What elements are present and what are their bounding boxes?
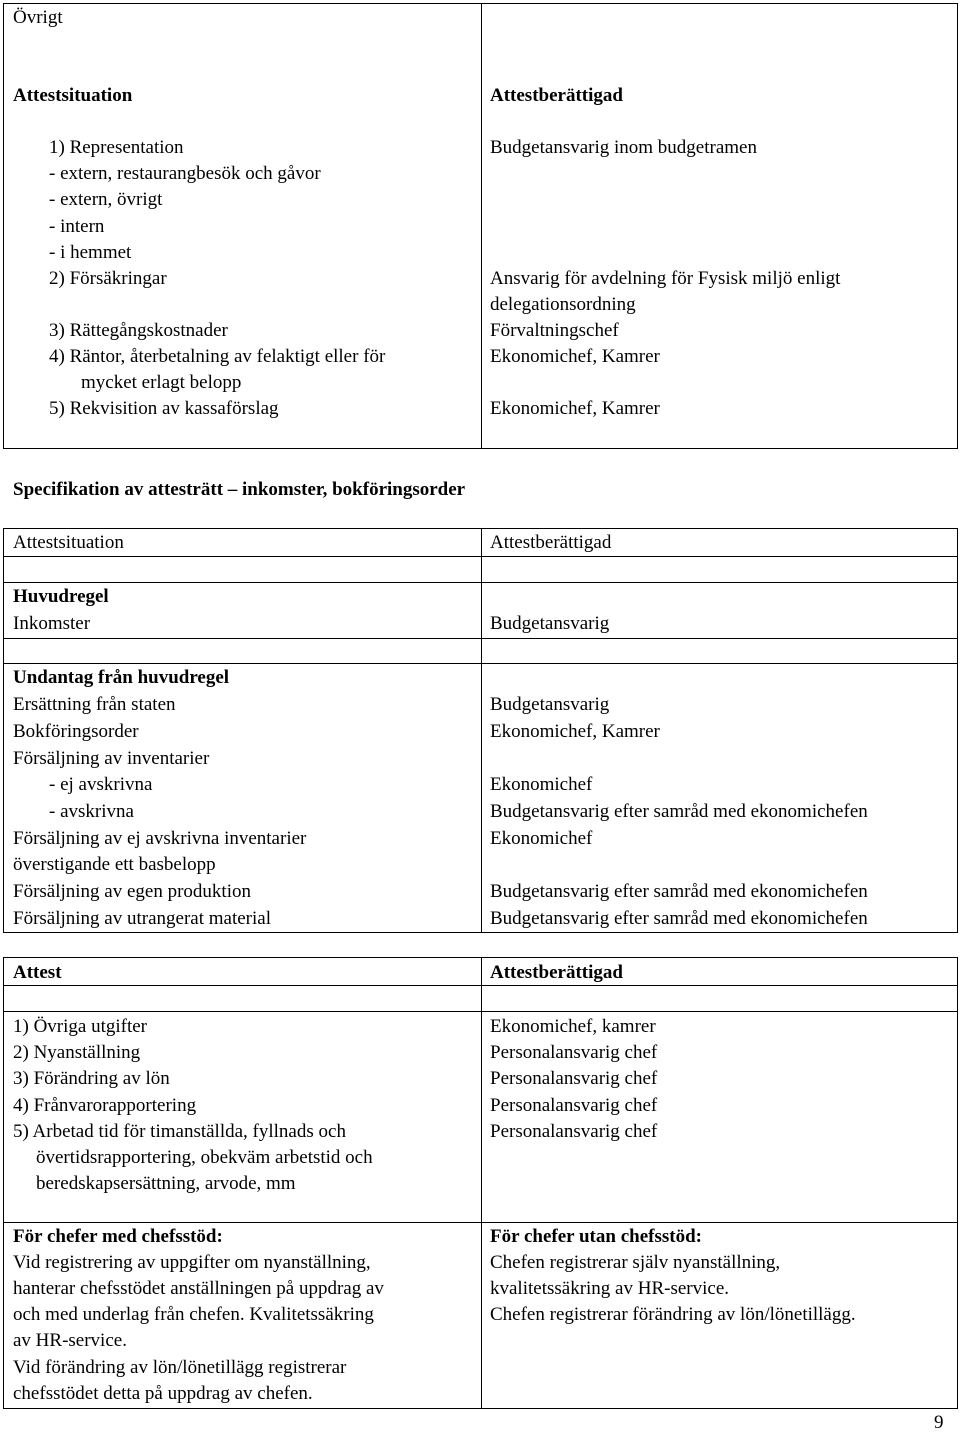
s1-left-5: - i hemmet: [49, 242, 132, 263]
without-support-1: Chefen registrerar själv nyanställning,: [490, 1252, 781, 1273]
section3-left-header: Attest: [13, 962, 62, 983]
s1-left-4: - intern: [49, 216, 105, 237]
s2-left-8: Försäljning av egen produktion: [13, 881, 251, 902]
s2-right-3: Ekonomichef: [490, 774, 593, 795]
s3-left-3: 3) Förändring av lön: [13, 1068, 170, 1089]
section1-left-header: Attestsituation: [13, 85, 133, 106]
s2-left-7: överstigande ett basbelopp: [13, 854, 216, 875]
s1-left-7: 3) Rättegångskostnader: [49, 320, 228, 341]
s3-left-7: beredskapsersättning, arvode, mm: [36, 1173, 296, 1194]
main-rule-heading: Huvudregel: [13, 586, 109, 607]
section1-divider: [481, 3, 482, 449]
s2-right-5: Ekonomichef: [490, 828, 593, 849]
s1-right-2: Ansvarig för avdelning för Fysisk miljö enligt: [490, 268, 841, 289]
page-number: 9: [934, 1412, 944, 1433]
s2-left-6: Försäljning av ej avskrivna inventarier: [13, 828, 307, 849]
exception-heading: Undantag från huvudregel: [13, 667, 230, 688]
s1-right-6: Ekonomichef, Kamrer: [490, 398, 660, 419]
s2-right-7: Budgetansvarig efter samråd med ekonomichefen: [490, 908, 868, 929]
section2-divider: [481, 528, 482, 933]
s3-left-6: övertidsrapportering, obekväm arbetstid och: [36, 1147, 373, 1168]
s1-right-5: Ekonomichef, Kamrer: [490, 346, 660, 367]
section2-right-header: Attestberättigad: [490, 532, 612, 553]
s2-left-1: Ersättning från staten: [13, 694, 176, 715]
s1-left-9: mycket erlagt belopp: [81, 372, 242, 393]
main-rule-left: Inkomster: [13, 613, 91, 634]
s3-row-line-2: [3, 1011, 958, 1012]
with-support-3: och med underlag från chefen. Kvalitetssäkring: [13, 1304, 374, 1325]
s1-left-1: 1) Representation: [49, 137, 184, 158]
s2-right-6: Budgetansvarig efter samråd med ekonomichefen: [490, 881, 868, 902]
section2-title: Specifikation av attesträtt – inkomster, bokföringsorder: [13, 479, 466, 500]
with-support-4: av HR-service.: [13, 1330, 127, 1351]
s2-right-1: Budgetansvarig: [490, 694, 610, 715]
section2-left-header: Attestsituation: [13, 532, 124, 553]
s2-row-line-3: [3, 638, 958, 639]
section3-right-header: Attestberättigad: [490, 962, 623, 983]
s3-row-line-1: [3, 985, 958, 986]
s1-left-10: 5) Rekvisition av kassaförslag: [49, 398, 279, 419]
s2-left-9: Försäljning av utrangerat material: [13, 908, 271, 929]
s3-left-5: 5) Arbetad tid för timanställda, fyllnads och: [13, 1121, 346, 1142]
s1-left-8: 4) Räntor, återbetalning av felaktigt eller för: [49, 346, 386, 367]
s1-left-2: - extern, restaurangbesök och gåvor: [49, 163, 321, 184]
s2-left-4: - ej avskrivna: [49, 774, 153, 795]
with-support-6: chefsstödet detta på uppdrag av chefen.: [13, 1383, 313, 1404]
main-rule-right: Budgetansvarig: [490, 613, 610, 634]
s3-right-2: Personalansvarig chef: [490, 1042, 658, 1063]
s1-left-6: 2) Försäkringar: [49, 268, 167, 289]
s3-right-4: Personalansvarig chef: [490, 1095, 658, 1116]
section3-divider: [481, 957, 482, 1409]
without-support-heading: För chefer utan chefsstöd:: [490, 1226, 702, 1247]
with-support-2: hanterar chefsstödet anställningen på uppdrag av: [13, 1278, 384, 1299]
s1-right-3: delegationsordning: [490, 294, 636, 315]
s2-right-4: Budgetansvarig efter samråd med ekonomichefen: [490, 801, 868, 822]
s1-right-4: Förvaltningschef: [490, 320, 619, 341]
s2-row-line-1: [3, 556, 958, 557]
section1-right-header: Attestberättigad: [490, 85, 623, 106]
section1-title: Övrigt: [13, 7, 63, 28]
s2-row-line-4: [3, 663, 958, 664]
s3-left-2: 2) Nyanställning: [13, 1042, 141, 1063]
with-support-heading: För chefer med chefsstöd:: [13, 1226, 223, 1247]
s3-right-5: Personalansvarig chef: [490, 1121, 658, 1142]
s2-left-3: Försäljning av inventarier: [13, 748, 210, 769]
s3-right-3: Personalansvarig chef: [490, 1068, 658, 1089]
without-support-3: Chefen registrerar förändring av lön/lönetillägg.: [490, 1304, 856, 1325]
s3-left-1: 1) Övriga utgifter: [13, 1016, 148, 1037]
s3-row-line-3: [3, 1222, 958, 1223]
with-support-5: Vid förändring av lön/lönetillägg registrerar: [13, 1357, 347, 1378]
s2-row-line-2: [3, 582, 958, 583]
s2-left-2: Bokföringsorder: [13, 721, 139, 742]
s1-right-1: Budgetansvarig inom budgetramen: [490, 137, 757, 158]
s1-left-3: - extern, övrigt: [49, 189, 163, 210]
s3-right-1: Ekonomichef, kamrer: [490, 1016, 656, 1037]
s2-left-5: - avskrivna: [49, 801, 134, 822]
without-support-2: kvalitetssäkring av HR-service.: [490, 1278, 730, 1299]
s3-left-4: 4) Frånvarorapportering: [13, 1095, 197, 1116]
s2-right-2: Ekonomichef, Kamrer: [490, 721, 660, 742]
with-support-1: Vid registrering av uppgifter om nyanställning,: [13, 1252, 371, 1273]
